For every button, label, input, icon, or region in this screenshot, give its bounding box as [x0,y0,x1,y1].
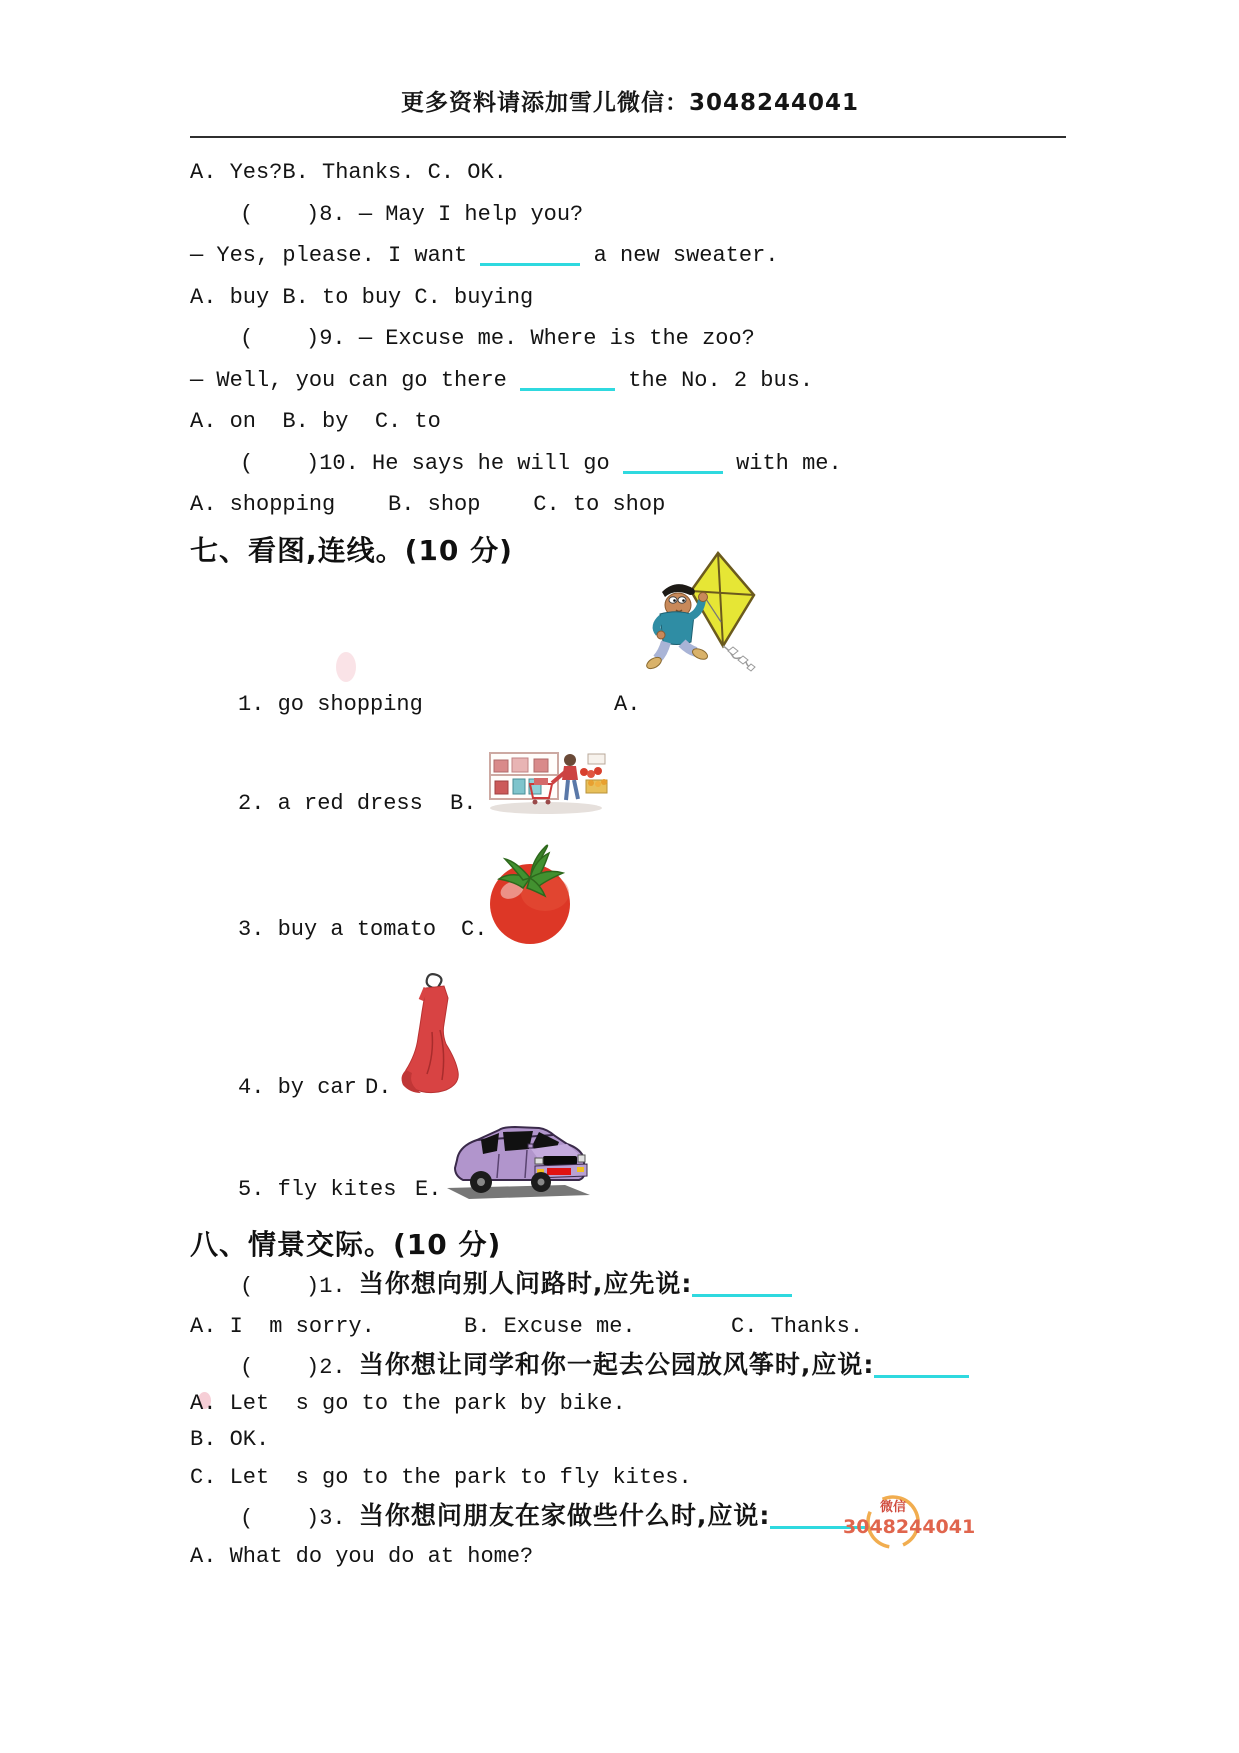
q1-prefix: ( )1. [240,1274,359,1299]
match-letter-d: D. [365,1075,392,1100]
tomato-image [487,837,575,947]
question-line-10-pre: ( )10. He says he will go [240,451,623,476]
q1-answer-blank [692,1274,792,1297]
section8-question-2 [240,1351,969,1382]
q1-option-a: A. I m sorry. [190,1314,375,1339]
match-letter-c: C. [461,917,488,942]
answer-line-9-post: the No. 2 bus. [615,368,814,393]
match-item-2-label: 2. a red dress [238,791,423,816]
options-line-q8: A. buy B. to buy C. buying [190,285,534,310]
match-letter-e: E. [415,1177,442,1202]
answer-line-8-post: a new sweater. [580,243,779,268]
q2-prefix: ( )2. [240,1355,359,1380]
question-line-8: ( )8. — May I help you? [240,202,584,227]
q2-option-b: B. OK. [190,1427,270,1452]
print-smudge [336,652,356,682]
match-item-3-label: 3. buy a tomato [238,917,437,942]
q1-chinese-text: 当你想向别人问路时,应先说: [358,1269,693,1298]
match-item-1-label: 1. go shopping [238,692,423,717]
question-line-10-post: with me. [722,451,842,476]
section8-question-1 [240,1270,792,1301]
options-line-q10: A. shopping B. shop C. to shop [190,492,666,517]
question-line-10 [240,450,842,478]
purple-car-image [443,1122,590,1200]
red-dress-image [398,972,470,1100]
q1-option-b: B. Excuse me. [464,1314,636,1339]
match-letter-a: A. [614,692,641,717]
question-line-9: ( )9. — Excuse me. Where is the zoo? [240,326,755,351]
watermark-wechat-number: 3048244041 [843,1516,976,1538]
match-item-5-label: 5. fly kites [238,1177,397,1202]
answer-line-9 [190,367,813,395]
answer-line-8-pre: — Yes, please. I want [190,243,481,268]
q2-option-a: A. Let s go to the park by bike. [190,1391,626,1416]
q2-answer-blank [874,1355,969,1378]
q2-option-c: C. Let s go to the park to fly kites. [190,1465,692,1490]
q3-prefix: ( )3. [240,1506,359,1531]
answer-line-9-pre: — Well, you can go there [190,368,521,393]
match-letter-b: B. [450,791,477,816]
answer-blank-9 [520,368,615,391]
answer-blank-10 [623,451,723,474]
watermark-wechat-label: 微信 [879,1500,906,1515]
answer-line-8 [190,242,779,270]
section8-question-3 [240,1502,870,1533]
options-line-q9: A. on B. by C. to [190,409,441,434]
page-header-wechat-note: 更多资料请添加雪儿微信：3048244041 [400,90,860,116]
answer-blank-8 [480,243,580,266]
wechat-watermark [843,1492,976,1556]
header-divider [190,136,1066,138]
q2-chinese-text: 当你想让同学和你一起去公园放风筝时,应说: [358,1350,875,1379]
options-line-q7: A. Yes?B. Thanks. C. OK. [190,160,507,185]
q3-option-a: A. What do you do at home? [190,1544,534,1569]
match-item-4-label: 4. by car [238,1075,357,1100]
q1-option-c: C. Thanks. [731,1314,864,1339]
section8-title: 八、情景交际。(10 分) [190,1228,502,1261]
q3-chinese-text: 当你想问朋友在家做些什么时,应说: [358,1501,771,1530]
boy-flying-kite-image [640,550,758,673]
section7-title: 七、看图,连线。(10 分) [190,534,513,567]
supermarket-shopping-image [488,750,608,816]
